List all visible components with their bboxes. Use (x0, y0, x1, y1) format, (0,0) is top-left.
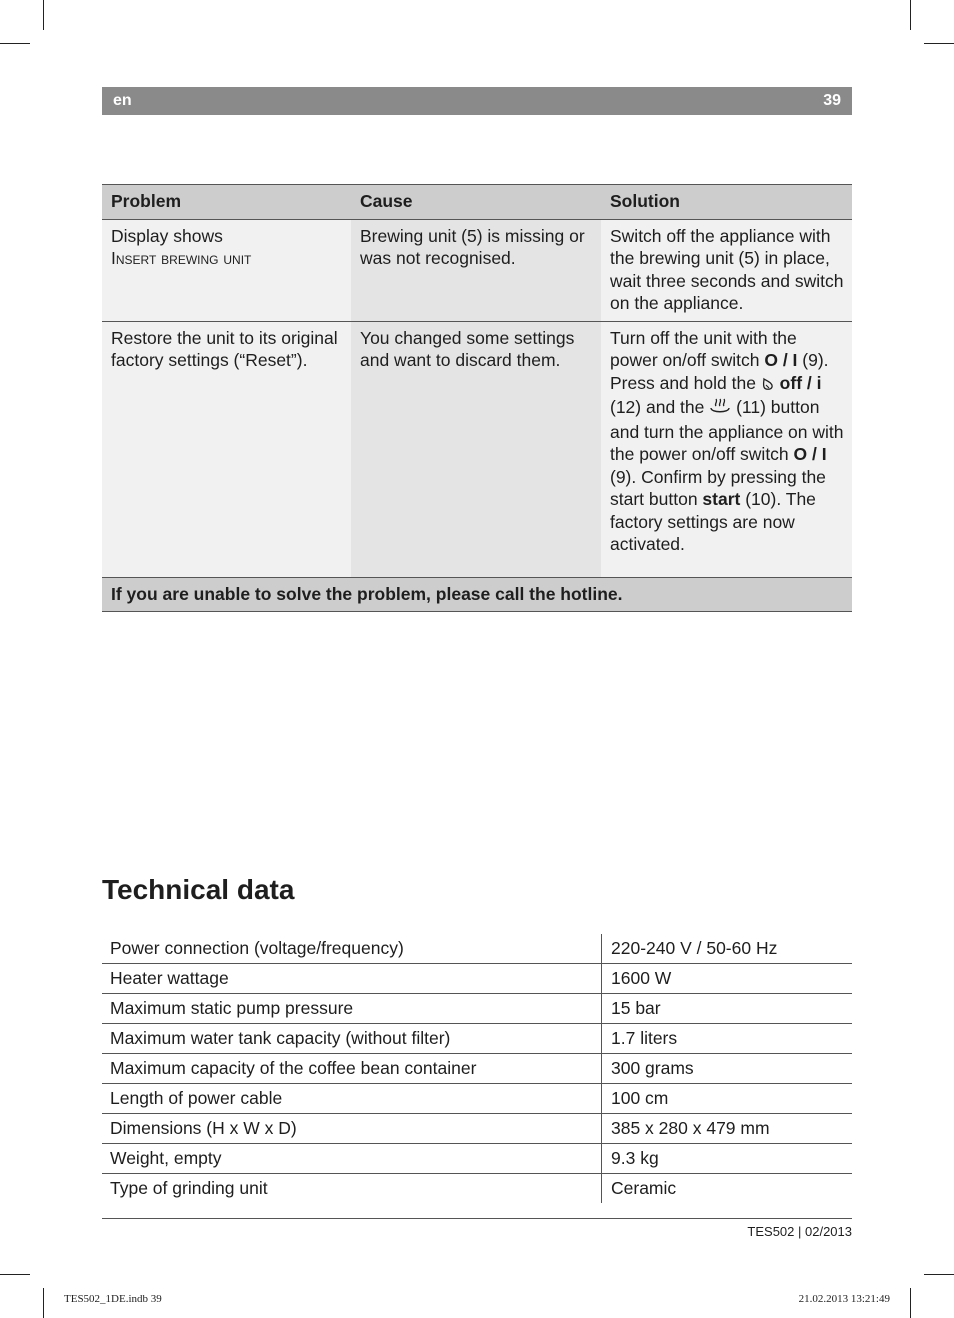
spec-label: Power connection (voltage/frequency) (102, 934, 602, 964)
cause-cell: You changed some settings and want to discard them. (351, 321, 601, 577)
steam-icon (709, 398, 731, 421)
page-number: 39 (823, 92, 841, 109)
hotline-note: If you are unable to solve the problem, please call the hotline. (102, 577, 852, 612)
table-row (102, 934, 852, 964)
spec-value: 9.3 kg (602, 1144, 853, 1174)
spec-value: 385 x 280 x 479 mm (602, 1114, 853, 1144)
table-footer-row (102, 577, 852, 612)
solution-text: (12) and the (610, 397, 710, 417)
spec-value: 300 grams (602, 1054, 853, 1084)
problem-cell: Restore the unit to its original factory settings (“Reset”). (102, 321, 351, 577)
solution-cell: Switch off the appliance with the brewing unit (5) in place, wait three seconds and switch on the appliance. (601, 219, 852, 321)
cause-cell: Brewing unit (5) is missing or was not recognised. (351, 219, 601, 321)
table-row (102, 1084, 852, 1114)
technical-data-table (102, 934, 852, 1203)
troubleshooting-table (102, 184, 852, 612)
solution-text: Turn off the unit with the power on/off switch (610, 327, 797, 370)
table-row (102, 219, 852, 321)
print-slug-datetime: 21.02.2013 13:21:49 (798, 1293, 890, 1305)
crop-mark (910, 1288, 911, 1318)
solution-cell (601, 321, 852, 577)
table-header-row (102, 185, 852, 220)
crop-mark (43, 1288, 44, 1318)
start-key-label: start (702, 489, 741, 509)
model-reference: TES502 | 02/2013 (747, 1224, 852, 1239)
spec-label: Maximum water tank capacity (without filter) (102, 1024, 602, 1054)
problem-cell (102, 219, 351, 321)
solution-text: (10). The factory settings are now activated. (610, 489, 816, 554)
problem-text: Display shows (111, 225, 223, 246)
footer-divider (102, 1218, 852, 1219)
power-switch-label: O / I (793, 444, 827, 464)
section-title: Technical data (102, 874, 295, 905)
table-row (102, 321, 852, 577)
crop-mark (924, 43, 954, 44)
spec-value: 1600 W (602, 964, 853, 994)
spec-value: 15 bar (602, 994, 853, 1024)
solution-text: (9). Press and hold the (610, 350, 829, 393)
off-key-label: off / i (779, 372, 822, 393)
spec-value: 1.7 liters (602, 1024, 853, 1054)
solution-text: (9). Confirm by pressing the start button (610, 466, 826, 509)
table-row (102, 994, 852, 1024)
column-header-problem: Problem (102, 185, 351, 220)
page-header-bar (102, 87, 852, 115)
drop-icon (761, 374, 775, 397)
solution-text: (11) button and turn the appliance on with the power on/off switch (610, 397, 844, 464)
crop-mark (910, 0, 911, 30)
column-header-cause: Cause (351, 185, 601, 220)
table-row (102, 1054, 852, 1084)
spec-label: Maximum capacity of the coffee bean container (102, 1054, 602, 1084)
table-row (102, 1174, 852, 1204)
spec-label: Maximum static pump pressure (102, 994, 602, 1024)
spec-value: Ceramic (602, 1174, 853, 1204)
table-row (102, 1024, 852, 1054)
crop-mark (0, 1274, 30, 1275)
print-slug-file: TES502_1DE.indb 39 (64, 1293, 162, 1305)
spec-label: Dimensions (H x W x D) (102, 1114, 602, 1144)
column-header-solution: Solution (601, 185, 852, 220)
table-row (102, 964, 852, 994)
crop-mark (43, 0, 44, 30)
table-row (102, 1144, 852, 1174)
language-label: en (113, 92, 132, 109)
spec-label: Length of power cable (102, 1084, 602, 1114)
spec-value: 220-240 V / 50-60 Hz (602, 934, 853, 964)
spec-label: Heater wattage (102, 964, 602, 994)
table-row (102, 1114, 852, 1144)
crop-mark (0, 43, 30, 44)
power-switch-label: O / I (764, 350, 798, 370)
spec-value: 100 cm (602, 1084, 853, 1114)
display-message: Insert brewing unit (111, 248, 252, 268)
spec-label: Weight, empty (102, 1144, 602, 1174)
spec-label: Type of grinding unit (110, 1178, 268, 1198)
crop-mark (924, 1274, 954, 1275)
